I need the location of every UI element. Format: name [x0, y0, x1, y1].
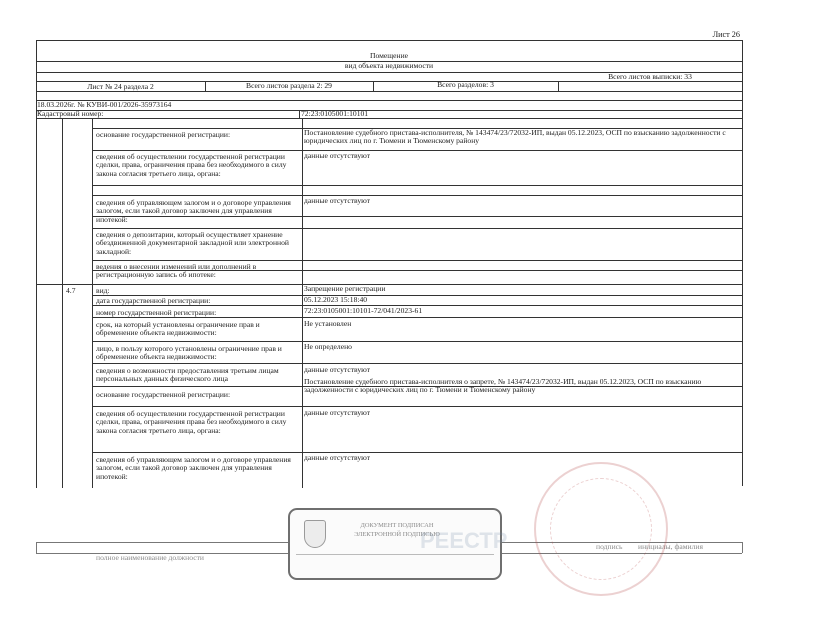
block1-changes-value [302, 262, 742, 272]
block1-changes-label: ведения о внесении изменений или дополнений в регистрационную запись об ипотеке: [96, 262, 257, 280]
signature-label: подпись [596, 543, 623, 551]
block2-term-label: срок, на который установлены ограничение прав и обременение объекта недвижимости: [96, 320, 260, 338]
block2-pledge-manager-value: данные отсутствуют [304, 453, 371, 462]
extract-number: 18.03.2026г. № КУВИ-001/2026-35973164 [37, 101, 172, 109]
block2-kind-label: вид: [96, 286, 110, 295]
block2-basis-value: Постановление судебного пристава-исполнителя о запрете, № 143474/23/72032-ИП, выдан 05.12.2023, ОСП по взысканию задолженности с юридических лиц по г. Тюмени и Тюменскому району [304, 378, 702, 395]
block2-date-label: дата государственной регистрации: [96, 296, 211, 305]
block2-regnum-label: номер государственной регистрации: [96, 308, 217, 317]
total-sheets-extract: Всего листов выписки: 33 [608, 73, 692, 81]
block2-consent-label: сведения об осуществлении государственной регистрации сделки, права, ограничения права без необходимого в силу закона согласия третьего лица, органа: [96, 409, 287, 435]
block2-basis-label: основание государственной регистрации: [96, 390, 231, 399]
stamp-subtitle: ЭЛЕКТРОННОЙ ПОДПИСЬЮ [354, 531, 440, 538]
cadastral-label: Кадастровый номер: [37, 110, 104, 118]
block2-beneficiary-value: Не определено [304, 342, 352, 351]
block2-date-value: 05.12.2023 15:18:40 [304, 295, 368, 304]
block1-consent-value: данные отсутствуют [304, 151, 371, 160]
block1-consent-label: сведения об осуществлении государственной регистрации сделки, права, ограничения права без необходимого в силу закона согласия третьего лица, органа: [96, 152, 287, 178]
block2-number: 4.7 [66, 286, 76, 295]
block2-beneficiary-label: лицо, в пользу которого установлены ограничение прав и обременение объекта недвижимости: [96, 344, 282, 362]
block2-term-value: Не установлен [304, 319, 352, 328]
block2-regnum-value: 72:23:0105001:10101-72/041/2023-61 [304, 306, 423, 315]
block2-personal-data-label: сведения о возможности предоставления третьим лицам персональных данных физического лица [96, 366, 279, 384]
block1-depositary-value [302, 229, 742, 239]
stamp-title: ДОКУМЕНТ ПОДПИСАН [360, 522, 434, 529]
stamp-watermark: РЕЕСТР [420, 528, 508, 553]
total-sections: Всего разделов: 3 [437, 81, 494, 89]
block2-kind-value: Запрещение регистрации [304, 284, 386, 293]
block1-basis-label: основание государственной регистрации: [96, 130, 231, 139]
total-sheets-section: Всего листов раздела 2: 29 [246, 82, 332, 90]
object-kind: вид объекта недвижимости [344, 62, 434, 70]
object-type: Помещение [369, 52, 409, 60]
block1-pledge-manager-label: сведения об управляющем залогом и о договоре управления залогом, если такой договор заключен для управления ипотекой: [96, 198, 291, 224]
block1-depositary-label: сведения о депозитарии, который осуществляет хранение обездвиженной документарной закладной или электронной закладной: [96, 230, 289, 256]
electronic-signature-stamp [288, 508, 508, 580]
sheet-in-section: Лист № 24 раздела 2 [87, 83, 154, 91]
sheet-label: Лист 26 [712, 30, 740, 39]
block2-personal-data-value: данные отсутствуют [304, 365, 371, 374]
initials-label: инициалы, фамилия [638, 543, 703, 551]
block1-basis-value: Постановление судебного пристава-исполнителя, № 143474/23/72032-ИП, выдан 05.12.2023, ОСП по взысканию задолженности с юридических лиц по г. Тюмени и Тюменскому району [304, 128, 726, 146]
block2-consent-value: данные отсутствуют [304, 408, 371, 417]
official-seal-icon [534, 462, 668, 596]
emblem-icon [304, 520, 326, 548]
block2-pledge-manager-label: сведения об управляющем залогом и о договоре управления залогом, если такой договор заключен для управления ипотекой: [96, 455, 291, 481]
block1-pledge-manager-value: данные отсутствуют [304, 196, 371, 205]
position-label: полное наименование должности [96, 554, 204, 562]
cadastral-value: 72:23:0105001:10101 [301, 110, 369, 118]
